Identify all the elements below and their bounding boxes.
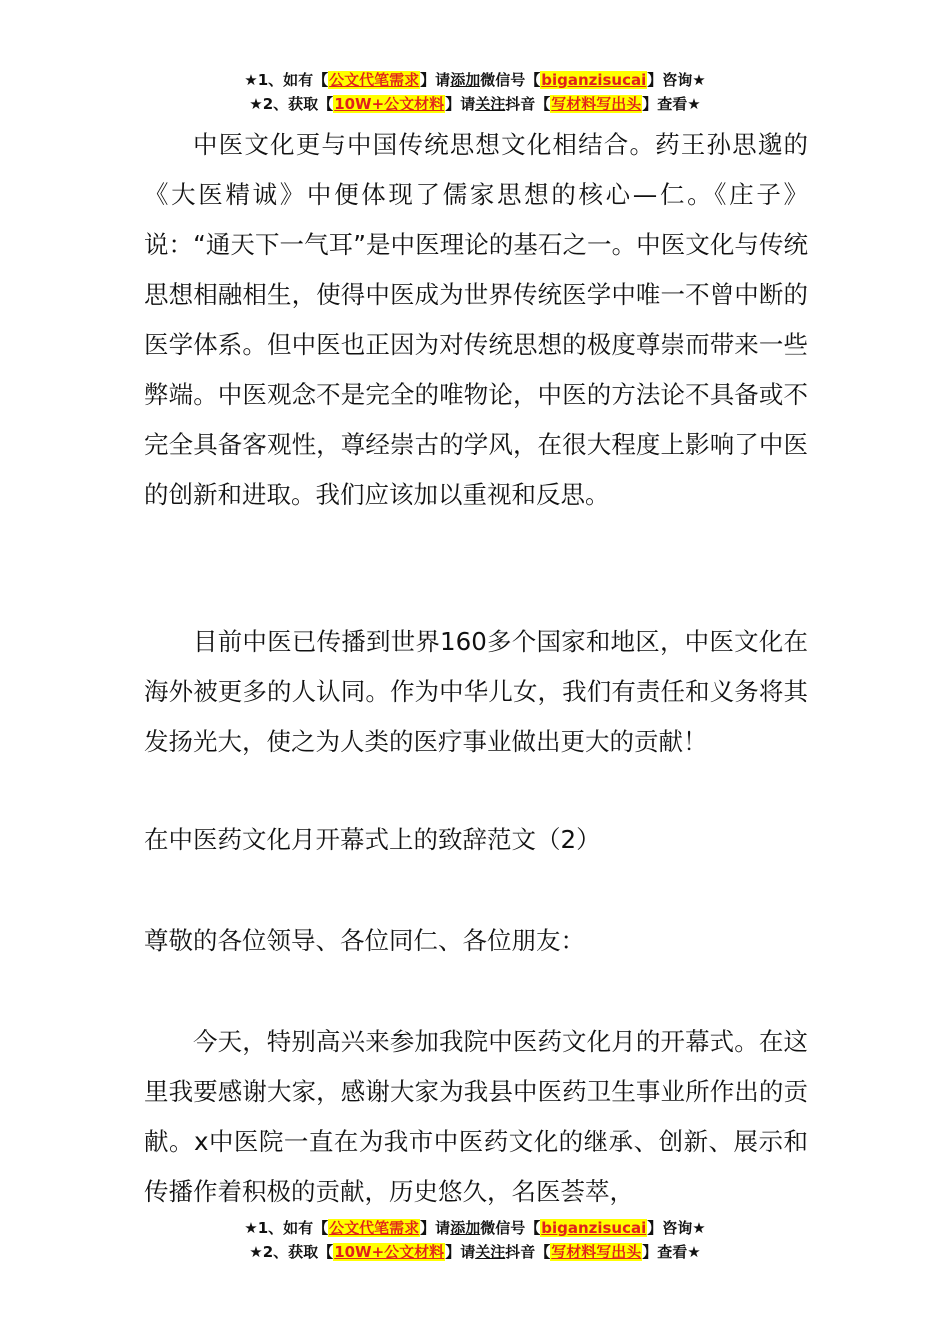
section-title xyxy=(144,815,808,865)
banner-text: ★1、如有【 xyxy=(244,1219,329,1237)
banner-underlined: 关注 xyxy=(475,95,506,113)
paragraph-text: 中医文化更与中国传统思想文化相结合。药王孙思邈的《大医精诚》中便体现了儒家思想的核心—仁。《庄子》说：“通天下一气耳”是中医理论的基石之一。中医文化与传统思想相融相生，使得中医成为世界传统医学中唯一不曾中断的医学体系。但中医也正因为对传统思想的极度尊崇而带来一些弊端。中医观念不是完全的唯物论，中医的方法论不具备或不完全具备客观性，尊经崇古的学风，在很大程度上影响了中医的创新和进取。我们应该加以重视和反思。 xyxy=(144,130,808,509)
banner-text: 】咨询★ xyxy=(647,71,706,89)
banner-highlight: 公文代笔需求 xyxy=(329,71,420,89)
paragraph-text: 目前中医已传播到世界160多个国家和地区，中医文化在海外被更多的人认同。作为中华儿女，我们有责任和义务将其发扬光大，使之为人类的医疗事业做出更大的贡献！ xyxy=(144,627,808,756)
banner-highlight: 公文代笔需求 xyxy=(329,1219,420,1237)
banner-text: 抖音【 xyxy=(505,95,551,113)
greeting xyxy=(144,916,808,966)
banner-text: 】请 xyxy=(445,1243,476,1261)
banner-underlined: 添加 xyxy=(450,71,481,89)
banner-text: 】请 xyxy=(445,95,476,113)
banner-highlight: biganzisucai xyxy=(541,1219,647,1237)
banner-text: 】查看★ xyxy=(642,1243,701,1261)
banner-text: 抖音【 xyxy=(505,1243,551,1261)
banner-line-1 xyxy=(0,68,950,92)
paragraph-2 xyxy=(144,617,808,767)
section-title-text: 在中医药文化月开幕式上的致辞范文（2） xyxy=(144,825,601,854)
greeting-text: 尊敬的各位领导、各位同仁、各位朋友： xyxy=(144,926,585,955)
banner-underlined: 添加 xyxy=(450,1219,481,1237)
banner-text: 微信号【 xyxy=(480,1219,541,1237)
banner-text: ★2、获取【 xyxy=(249,95,334,113)
banner-line-1 xyxy=(0,1216,950,1240)
banner-line-2 xyxy=(0,1240,950,1264)
paragraph-text: 今天，特别高兴来参加我院中医药文化月的开幕式。在这里我要感谢大家，感谢大家为我县中医药卫生事业所作出的贡献。x中医院一直在为我市中医药文化的继承、创新、展示和传播作着积极的贡献，历史悠久，名医荟萃， xyxy=(144,1027,808,1206)
banner-highlight: 写材料写出头 xyxy=(551,95,642,113)
paragraph-1 xyxy=(144,120,808,520)
banner-text: 】请 xyxy=(420,71,451,89)
footer-banner xyxy=(0,1216,950,1264)
banner-highlight: 10W+公文材料 xyxy=(334,95,445,113)
paragraph-3 xyxy=(144,1017,808,1217)
banner-text: 】咨询★ xyxy=(647,1219,706,1237)
banner-underlined: 关注 xyxy=(475,1243,506,1261)
banner-text: ★1、如有【 xyxy=(244,71,329,89)
header-banner xyxy=(0,68,950,116)
banner-text: 微信号【 xyxy=(480,71,541,89)
banner-text: ★2、获取【 xyxy=(249,1243,334,1261)
banner-highlight: 写材料写出头 xyxy=(551,1243,642,1261)
banner-line-2 xyxy=(0,92,950,116)
banner-text: 】请 xyxy=(420,1219,451,1237)
banner-highlight: 10W+公文材料 xyxy=(334,1243,445,1261)
banner-highlight: biganzisucai xyxy=(541,71,647,89)
banner-text: 】查看★ xyxy=(642,95,701,113)
